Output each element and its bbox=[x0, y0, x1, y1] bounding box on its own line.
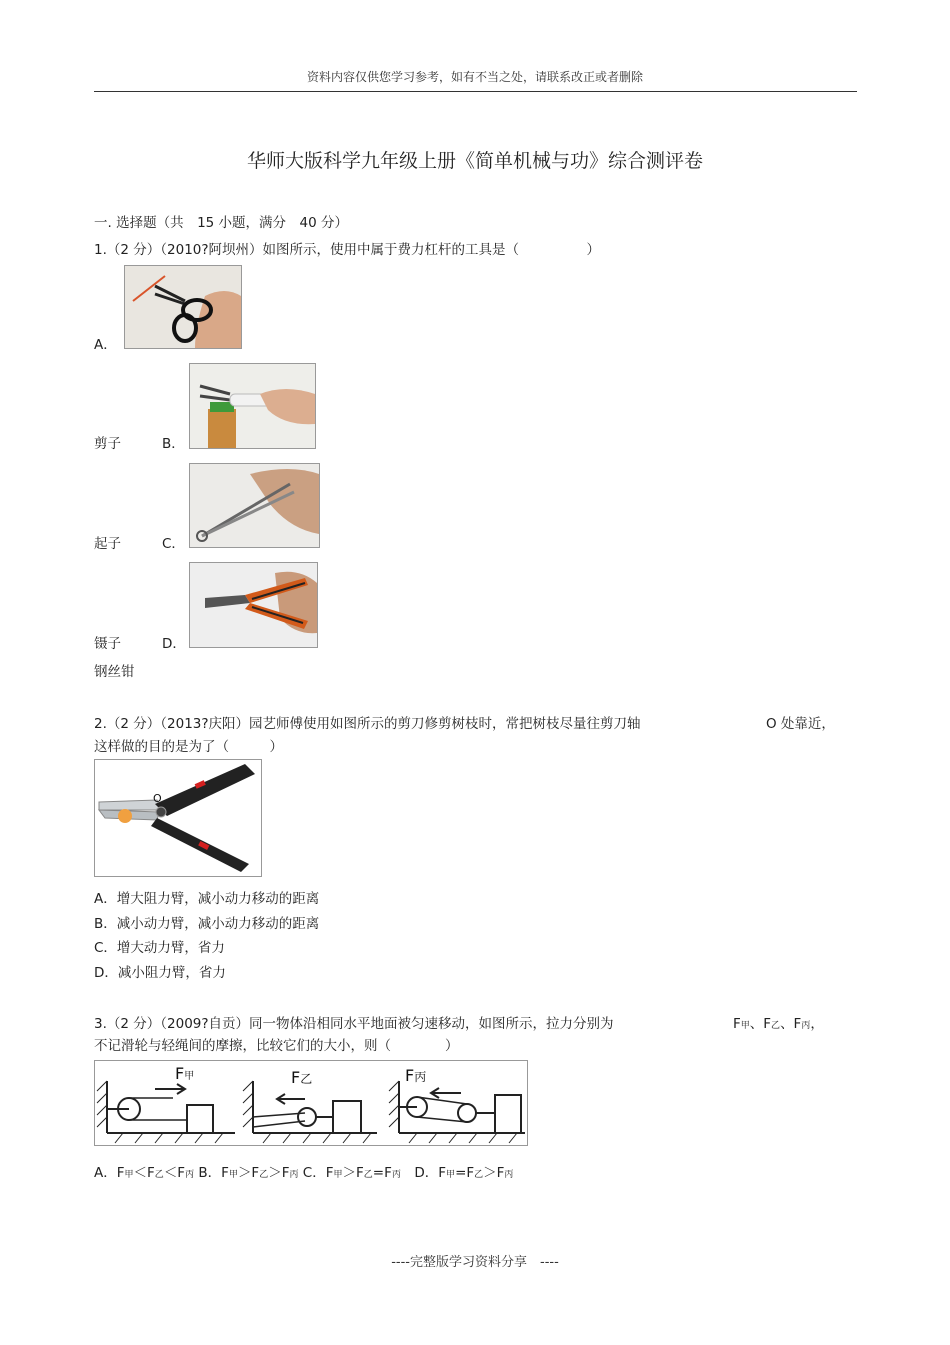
question-3-stem-line2: 不记滑轮与轻绳间的摩擦，比较它们的大小，则（ ） bbox=[94, 1038, 459, 1054]
question-2-option-c: C．增大动力臂，省力 bbox=[94, 940, 225, 956]
option-b-label: B． bbox=[162, 436, 185, 452]
option-c-name: 镊子 bbox=[94, 636, 121, 652]
bottle-opener-image bbox=[189, 363, 316, 449]
pruning-shears-image bbox=[94, 759, 262, 877]
question-3-forces-list: F甲、F乙、F丙， bbox=[733, 1016, 824, 1032]
question-2-option-b: B．减小动力臂，减小动力移动的距离 bbox=[94, 916, 320, 932]
question-2-option-a: A．增大阻力臂，减小动力移动的距离 bbox=[94, 891, 320, 907]
section-heading: 一. 选择题（共 15 小题，满分 40 分） bbox=[94, 215, 349, 231]
pivot-o-label: O bbox=[153, 792, 162, 805]
option-d-label: D． bbox=[162, 636, 186, 652]
option-a-name: 剪子 bbox=[94, 436, 121, 452]
page-header-note: 资料内容仅供您学习参考，如有不当之处，请联系改正或者删除 bbox=[306, 70, 643, 84]
question-3-options: A．F甲＜F乙＜F丙 B．F甲＞F乙＞F丙 C．F甲＞F乙=F丙 D．F甲=F乙＞F丙 bbox=[94, 1165, 514, 1181]
page-footer: ----完整版学习资料分享 ---- bbox=[391, 1255, 559, 1270]
pulley-diagram bbox=[94, 1060, 528, 1146]
force-label-bing: F丙 bbox=[405, 1066, 427, 1085]
pliers-image bbox=[189, 562, 318, 648]
option-c-label: C． bbox=[162, 536, 185, 552]
force-label-jia: F甲 bbox=[175, 1064, 195, 1083]
header-rule bbox=[94, 91, 857, 92]
force-label-yi: F乙 bbox=[291, 1068, 313, 1087]
option-d-name: 钢丝钳 bbox=[94, 664, 135, 680]
page-title: 华师大版科学九年级上册《简单机械与功》综合测评卷 bbox=[246, 150, 703, 172]
scissors-image bbox=[124, 265, 242, 349]
question-2-stem-line1-tail: O 处靠近， bbox=[766, 716, 835, 732]
question-3-stem-line1: 3.（2 分）（2009?自贡）同一物体沿相同水平地面被匀速移动，如图所示，拉力分别为 bbox=[94, 1016, 614, 1032]
question-2-stem-line1: 2.（2 分）（2013?庆阳）园艺师傅使用如图所示的剪刀修剪树枝时，常把树枝尽量往剪刀轴 bbox=[94, 716, 641, 732]
question-1-stem: 1.（2 分）（2010?阿坝州）如图所示，使用中属于费力杠杆的工具是（ ） bbox=[94, 242, 601, 258]
option-a-label: A． bbox=[94, 337, 117, 353]
tweezers-image bbox=[189, 463, 320, 548]
option-b-name: 起子 bbox=[94, 536, 121, 552]
question-2-stem-line2: 这样做的目的是为了（ ） bbox=[94, 739, 283, 755]
question-2-option-d: D．减小阻力臂，省力 bbox=[94, 965, 226, 981]
